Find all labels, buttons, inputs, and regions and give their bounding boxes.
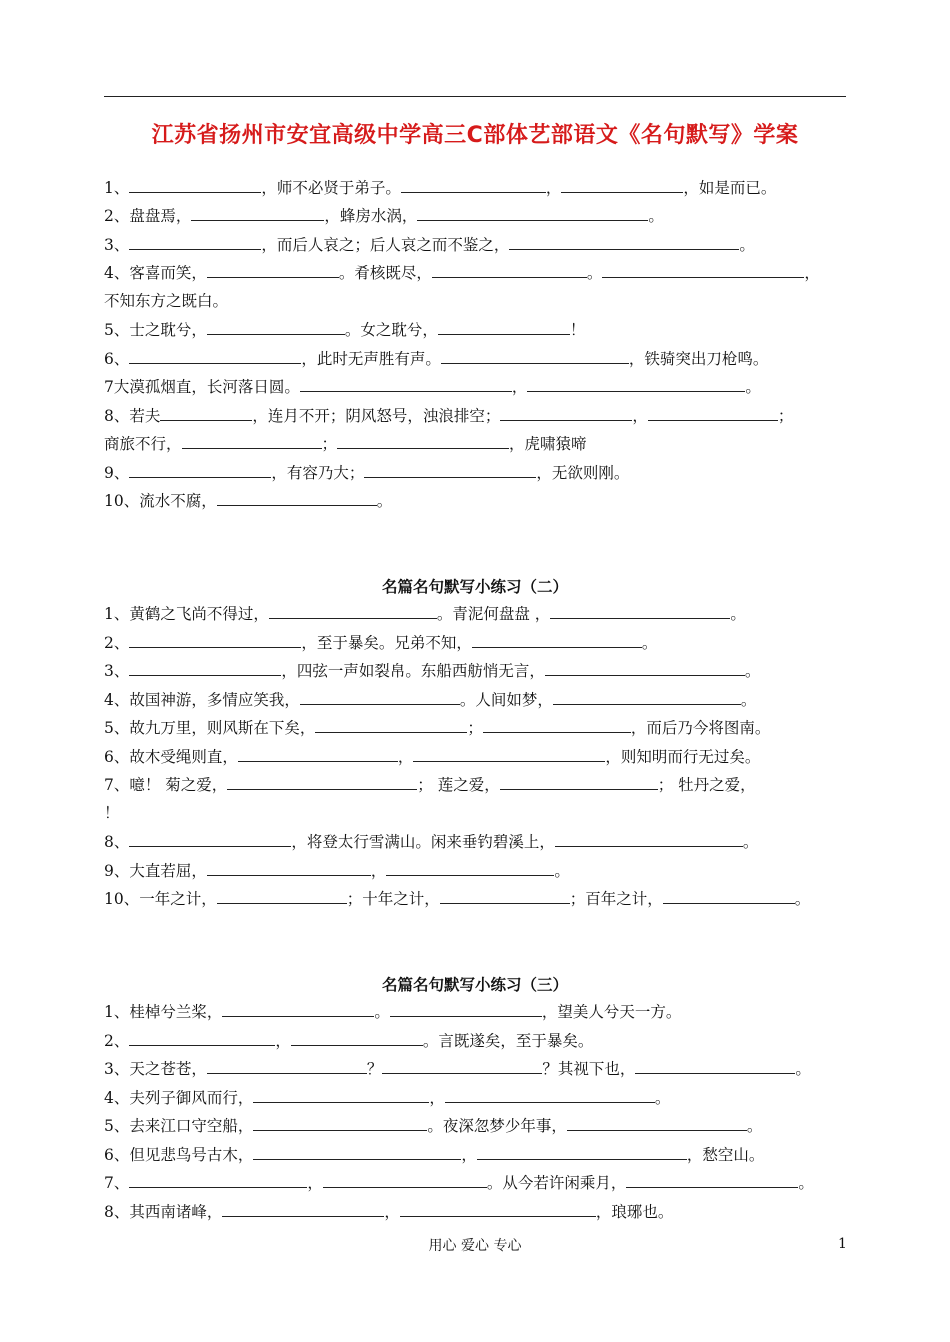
exercise-line: 4、客喜而笑， 。肴核既尽， 。 ， bbox=[104, 264, 820, 282]
answer-blank[interactable] bbox=[207, 1058, 367, 1074]
answer-blank[interactable] bbox=[561, 177, 683, 193]
answer-blank[interactable] bbox=[648, 405, 778, 421]
exercise-line: 9、大直若屈， ， 。 bbox=[104, 862, 570, 880]
exercise-line: 6、故木受绳则直， ， ，则知明而行无过矣。 bbox=[104, 748, 761, 766]
answer-blank[interactable] bbox=[300, 376, 512, 392]
exercise-line: 3、 ，而后人哀之；后人哀之而不鉴之， 。 bbox=[104, 236, 755, 254]
answer-blank[interactable] bbox=[269, 603, 437, 619]
answer-blank[interactable] bbox=[129, 1030, 275, 1046]
answer-blank[interactable] bbox=[386, 860, 554, 876]
answer-blank[interactable] bbox=[483, 717, 631, 733]
answer-blank[interactable] bbox=[129, 177, 261, 193]
answer-blank[interactable] bbox=[500, 405, 632, 421]
answer-blank[interactable] bbox=[129, 348, 301, 364]
exercise-line: 8、其西南诸峰， ， ，琅琊也。 bbox=[104, 1203, 674, 1221]
exercise-line: 3、 ，四弦一声如裂帛。东船西舫悄无言， 。 bbox=[104, 662, 761, 680]
exercise-line: 3、天之苍苍， ？ ？其视下也， 。 bbox=[104, 1060, 811, 1078]
exercise-line: 7大漠孤烟直，长河落日圆。 ， 。 bbox=[104, 378, 761, 396]
answer-blank[interactable] bbox=[207, 319, 345, 335]
answer-blank[interactable] bbox=[315, 717, 467, 733]
answer-blank[interactable] bbox=[438, 319, 570, 335]
page-footer: 用心 爱心 专心 bbox=[428, 1238, 522, 1254]
exercise-line: 6、 ，此时无声胜有声。 ，铁骑突出刀枪鸣。 bbox=[104, 350, 769, 368]
answer-blank[interactable] bbox=[300, 689, 460, 705]
answer-blank[interactable] bbox=[477, 1144, 687, 1160]
answer-blank[interactable] bbox=[400, 1201, 596, 1217]
page-number: 1 bbox=[838, 1236, 847, 1252]
answer-blank[interactable] bbox=[440, 888, 570, 904]
exercise-line: 4、夫列子御风而行， ， 。 bbox=[104, 1089, 671, 1107]
exercise-line: 2、盘盘焉， ，蜂房水涡， 。 bbox=[104, 207, 664, 225]
answer-blank[interactable] bbox=[382, 1058, 542, 1074]
answer-blank[interactable] bbox=[253, 1144, 461, 1160]
section-title: 名篇名句默写小练习（三） bbox=[381, 976, 568, 994]
answer-blank[interactable] bbox=[222, 1001, 374, 1017]
answer-blank[interactable] bbox=[550, 603, 730, 619]
exercise-line: 1、桂棹兮兰桨， 。 ，望美人兮天一方。 bbox=[104, 1003, 682, 1021]
answer-blank[interactable] bbox=[291, 1030, 423, 1046]
exercise-line: 10、流水不腐， 。 bbox=[104, 492, 393, 510]
answer-blank[interactable] bbox=[626, 1172, 798, 1188]
header-rule bbox=[104, 96, 846, 97]
exercise-line: 4、故国神游，多情应笑我， 。人间如梦， 。 bbox=[104, 691, 757, 709]
answer-blank[interactable] bbox=[364, 462, 536, 478]
answer-blank[interactable] bbox=[129, 632, 301, 648]
answer-blank[interactable] bbox=[253, 1087, 429, 1103]
answer-blank[interactable] bbox=[217, 490, 377, 506]
answer-blank[interactable] bbox=[129, 831, 291, 847]
answer-blank[interactable] bbox=[217, 888, 347, 904]
answer-blank[interactable] bbox=[417, 205, 648, 221]
answer-blank[interactable] bbox=[222, 1201, 384, 1217]
answer-blank[interactable] bbox=[129, 234, 261, 250]
answer-blank[interactable] bbox=[432, 262, 587, 278]
exercise-line: 9、 ，有容乃大； ，无欲则刚。 bbox=[104, 464, 630, 482]
exercise-line: 5、士之耽兮， 。女之耽兮， ！ bbox=[104, 321, 586, 339]
exercise-line: 1、 ，师不必贤于弟子。 ， ，如是而已。 bbox=[104, 179, 777, 197]
answer-blank[interactable] bbox=[227, 774, 417, 790]
answer-blank[interactable] bbox=[337, 433, 509, 449]
answer-blank[interactable] bbox=[207, 860, 371, 876]
answer-blank[interactable] bbox=[555, 831, 743, 847]
answer-blank[interactable] bbox=[441, 348, 629, 364]
exercise-line: 不知东方之既白。 bbox=[104, 292, 229, 310]
answer-blank[interactable] bbox=[413, 746, 605, 762]
exercise-line: 商旅不行， ； ，虎啸猿啼 bbox=[104, 435, 587, 453]
answer-blank[interactable] bbox=[445, 1087, 655, 1103]
answer-blank[interactable] bbox=[635, 1058, 795, 1074]
exercise-line: 8、若夫 ，连月不开；阴风怒号，浊浪排空； ， ； bbox=[104, 407, 794, 425]
exercise-line: ！ bbox=[104, 804, 120, 822]
answer-blank[interactable] bbox=[390, 1001, 542, 1017]
exercise-line: 2、 ， 。言既遂矣，至于暴矣。 bbox=[104, 1032, 594, 1050]
exercise-line: 5、去来江口守空船， 。夜深忽梦少年事， 。 bbox=[104, 1117, 763, 1135]
answer-blank[interactable] bbox=[129, 462, 271, 478]
exercise-line: 10、一年之计， ；十年之计， ；百年之计， 。 bbox=[104, 890, 811, 908]
exercise-line: 7、噫！ 菊之爱， ； 莲之爱， ； 牡丹之爱， bbox=[104, 776, 756, 794]
answer-blank[interactable] bbox=[401, 177, 546, 193]
answer-blank[interactable] bbox=[207, 262, 339, 278]
exercise-line: 8、 ，将登太行雪满山。闲来垂钓碧溪上， 。 bbox=[104, 833, 759, 851]
answer-blank[interactable] bbox=[472, 632, 642, 648]
answer-blank[interactable] bbox=[182, 433, 322, 449]
answer-blank[interactable] bbox=[509, 234, 739, 250]
exercise-line: 5、故九万里，则风斯在下矣， ； ，而后乃今将图南。 bbox=[104, 719, 771, 737]
answer-blank[interactable] bbox=[129, 660, 281, 676]
exercise-line: 7、 ， 。从今若许闲乘月， 。 bbox=[104, 1174, 814, 1192]
page-title: 江苏省扬州市安宜高级中学高三C部体艺部语文《名句默写》学案 bbox=[151, 123, 799, 148]
answer-blank[interactable] bbox=[191, 205, 324, 221]
answer-blank[interactable] bbox=[129, 1172, 307, 1188]
answer-blank[interactable] bbox=[253, 1115, 427, 1131]
exercise-line: 6、但见悲鸟号古木， ， ，愁空山。 bbox=[104, 1146, 765, 1164]
answer-blank[interactable] bbox=[663, 888, 795, 904]
answer-blank[interactable] bbox=[238, 746, 398, 762]
section-title: 名篇名句默写小练习（二） bbox=[381, 578, 568, 596]
answer-blank[interactable] bbox=[553, 689, 741, 705]
answer-blank[interactable] bbox=[160, 405, 252, 421]
exercise-line: 2、 ，至于暴矣。兄弟不知， 。 bbox=[104, 634, 658, 652]
answer-blank[interactable] bbox=[545, 660, 745, 676]
answer-blank[interactable] bbox=[323, 1172, 487, 1188]
answer-blank[interactable] bbox=[602, 262, 804, 278]
answer-blank[interactable] bbox=[500, 774, 658, 790]
exercise-line: 1、黄鹤之飞尚不得过， 。青泥何盘盘 ， 。 bbox=[104, 605, 746, 623]
answer-blank[interactable] bbox=[567, 1115, 747, 1131]
answer-blank[interactable] bbox=[527, 376, 745, 392]
